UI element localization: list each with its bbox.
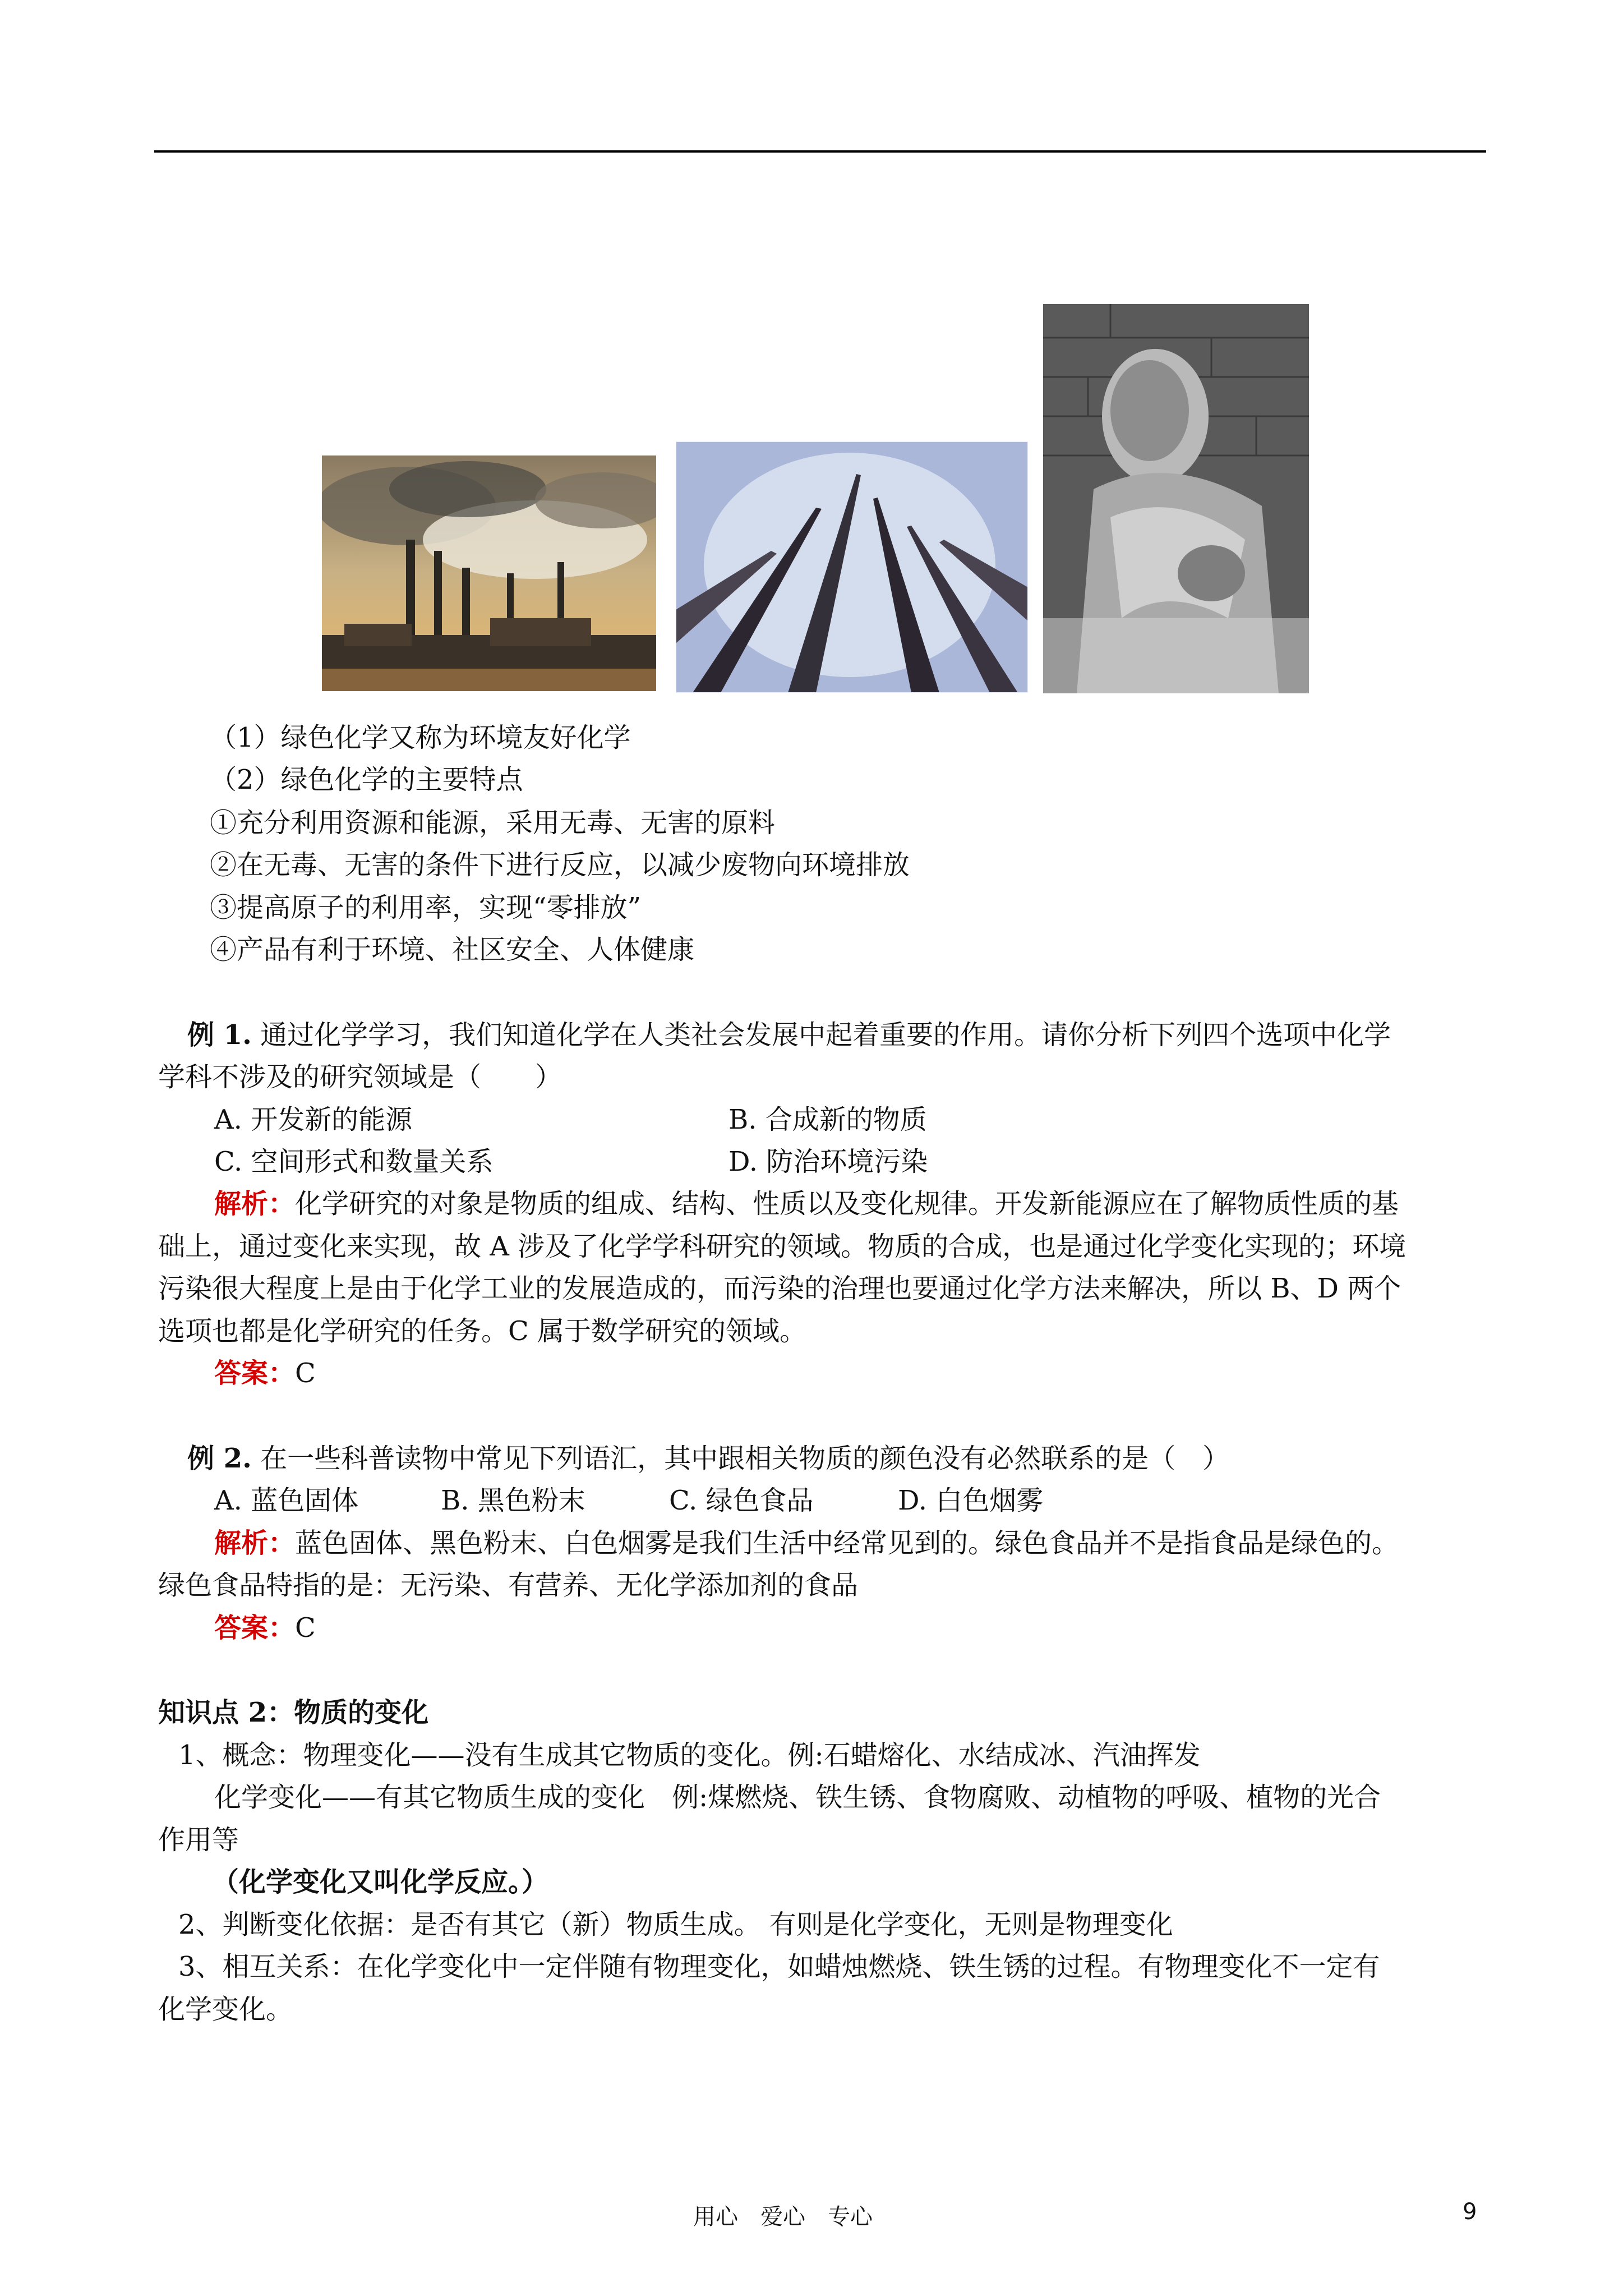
example1-answer	[214, 1356, 316, 1390]
example2-stem	[187, 1442, 1229, 1475]
example1-analysis-line-1	[214, 1187, 1399, 1221]
header-rule	[154, 150, 1486, 153]
knowledge2-heading: 知识点 2：物质的变化	[158, 1697, 429, 1728]
example2-stem-text: 在一些科普读物中常见下列语汇，其中跟相关物质的颜色没有必然联系的是（ ）	[260, 1443, 1230, 1474]
example2-option-c: C. 绿色食品	[669, 1485, 814, 1516]
example1-analysis-line-2: 础上，通过变化来实现，故 A 涉及了化学学科研究的领域。物质的合成，也是通过化学变化实现的；环境	[158, 1231, 1407, 1262]
green-chem-item-1: （1）绿色化学又称为环境友好化学	[210, 722, 631, 753]
knowledge2-note: （化学变化又叫化学反应。）	[212, 1866, 549, 1898]
example2-analysis-line-1	[214, 1526, 1399, 1560]
example1-label: 例 1.	[187, 1019, 252, 1051]
example2-analysis-line-2: 绿色食品特指的是：无污染、有营养、无化学添加剂的食品	[158, 1570, 859, 1601]
example1-analysis-line-4: 选项也都是化学研究的任务。C 属于数学研究的领域。	[158, 1315, 806, 1347]
green-chem-point-4: ④产品有利于环境、社区安全、人体健康	[210, 934, 695, 965]
knowledge2-relation-line-1: 3、相互关系：在化学变化中一定伴随有物理变化，如蜡烛燃烧、铁生锈的过程。有物理变化不一定有	[178, 1951, 1380, 1982]
example2-option-d: D. 白色烟雾	[898, 1485, 1044, 1516]
example1-analysis-line-3: 污染很大程度上是由于化学工业的发展造成的，而污染的治理也要通过化学方法来解决，所以 B、D 两个	[158, 1273, 1401, 1304]
knowledge2-concept: 1、概念：物理变化——没有生成其它物质的变化。例:石蜡熔化、水结成冰、汽油挥发	[178, 1740, 1201, 1771]
dead-trees-photo	[676, 441, 1028, 693]
knowledge2-chem-line-2: 作用等	[158, 1824, 239, 1856]
example1-option-c: C. 空间形式和数量关系	[214, 1146, 494, 1177]
knowledge2-relation-line-2: 化学变化。	[158, 1994, 293, 2025]
example1-option-d: D. 防治环境污染	[728, 1146, 928, 1177]
green-chem-point-1: ①充分利用资源和能源，采用无毒、无害的原料	[210, 807, 776, 839]
example2-label: 例 2.	[187, 1443, 252, 1474]
example2-option-a: A. 蓝色固体	[214, 1485, 359, 1516]
example2-option-b: B. 黑色粉末	[441, 1485, 585, 1516]
example2-answer-value: C	[295, 1612, 316, 1644]
green-chem-point-3: ③提高原子的利用率，实现“零排放”	[210, 892, 642, 923]
example1-option-b: B. 合成新的物质	[728, 1104, 927, 1135]
example1-stem-line-2: 学科不涉及的研究领域是（ ）	[158, 1061, 562, 1093]
example1-answer-label: 答案：	[214, 1358, 296, 1389]
footer-motto: 用心 爱心 专心	[693, 2204, 873, 2230]
example1-analysis-label: 解析：	[214, 1188, 296, 1220]
example2-analysis-label: 解析：	[214, 1527, 296, 1559]
eroded-statue-photo	[1043, 304, 1309, 693]
page-number: 9	[1463, 2199, 1477, 2225]
knowledge2-chem-line-1: 化学变化——有其它物质生成的变化 例:煤燃烧、铁生锈、食物腐败、动植物的呼吸、植物的光合	[214, 1782, 1381, 1813]
green-chem-point-2: ②在无毒、无害的条件下进行反应，以减少废物向环境排放	[210, 849, 910, 881]
example1-analysis-text: 化学研究的对象是物质的组成、结构、性质以及变化规律。开发新能源应在了解物质性质的基	[295, 1188, 1399, 1220]
green-chem-item-2: （2）绿色化学的主要特点	[210, 764, 523, 795]
example1-stem-text: 通过化学学习，我们知道化学在人类社会发展中起着重要的作用。请你分析下列四个选项中化学	[260, 1019, 1391, 1051]
example2-answer-label: 答案：	[214, 1612, 296, 1644]
example1-answer-value: C	[295, 1358, 316, 1389]
example1-stem-line-1	[187, 1018, 1391, 1052]
example1-option-a: A. 开发新的能源	[214, 1104, 413, 1135]
factory-smoke-photo	[322, 455, 656, 691]
example2-answer	[214, 1611, 316, 1645]
example2-analysis-text: 蓝色固体、黑色粉末、白色烟雾是我们生活中经常见到的。绿色食品并不是指食品是绿色的。	[295, 1527, 1399, 1559]
knowledge2-basis: 2、判断变化依据：是否有其它（新）物质生成。 有则是化学变化，无则是物理变化	[178, 1909, 1173, 1940]
